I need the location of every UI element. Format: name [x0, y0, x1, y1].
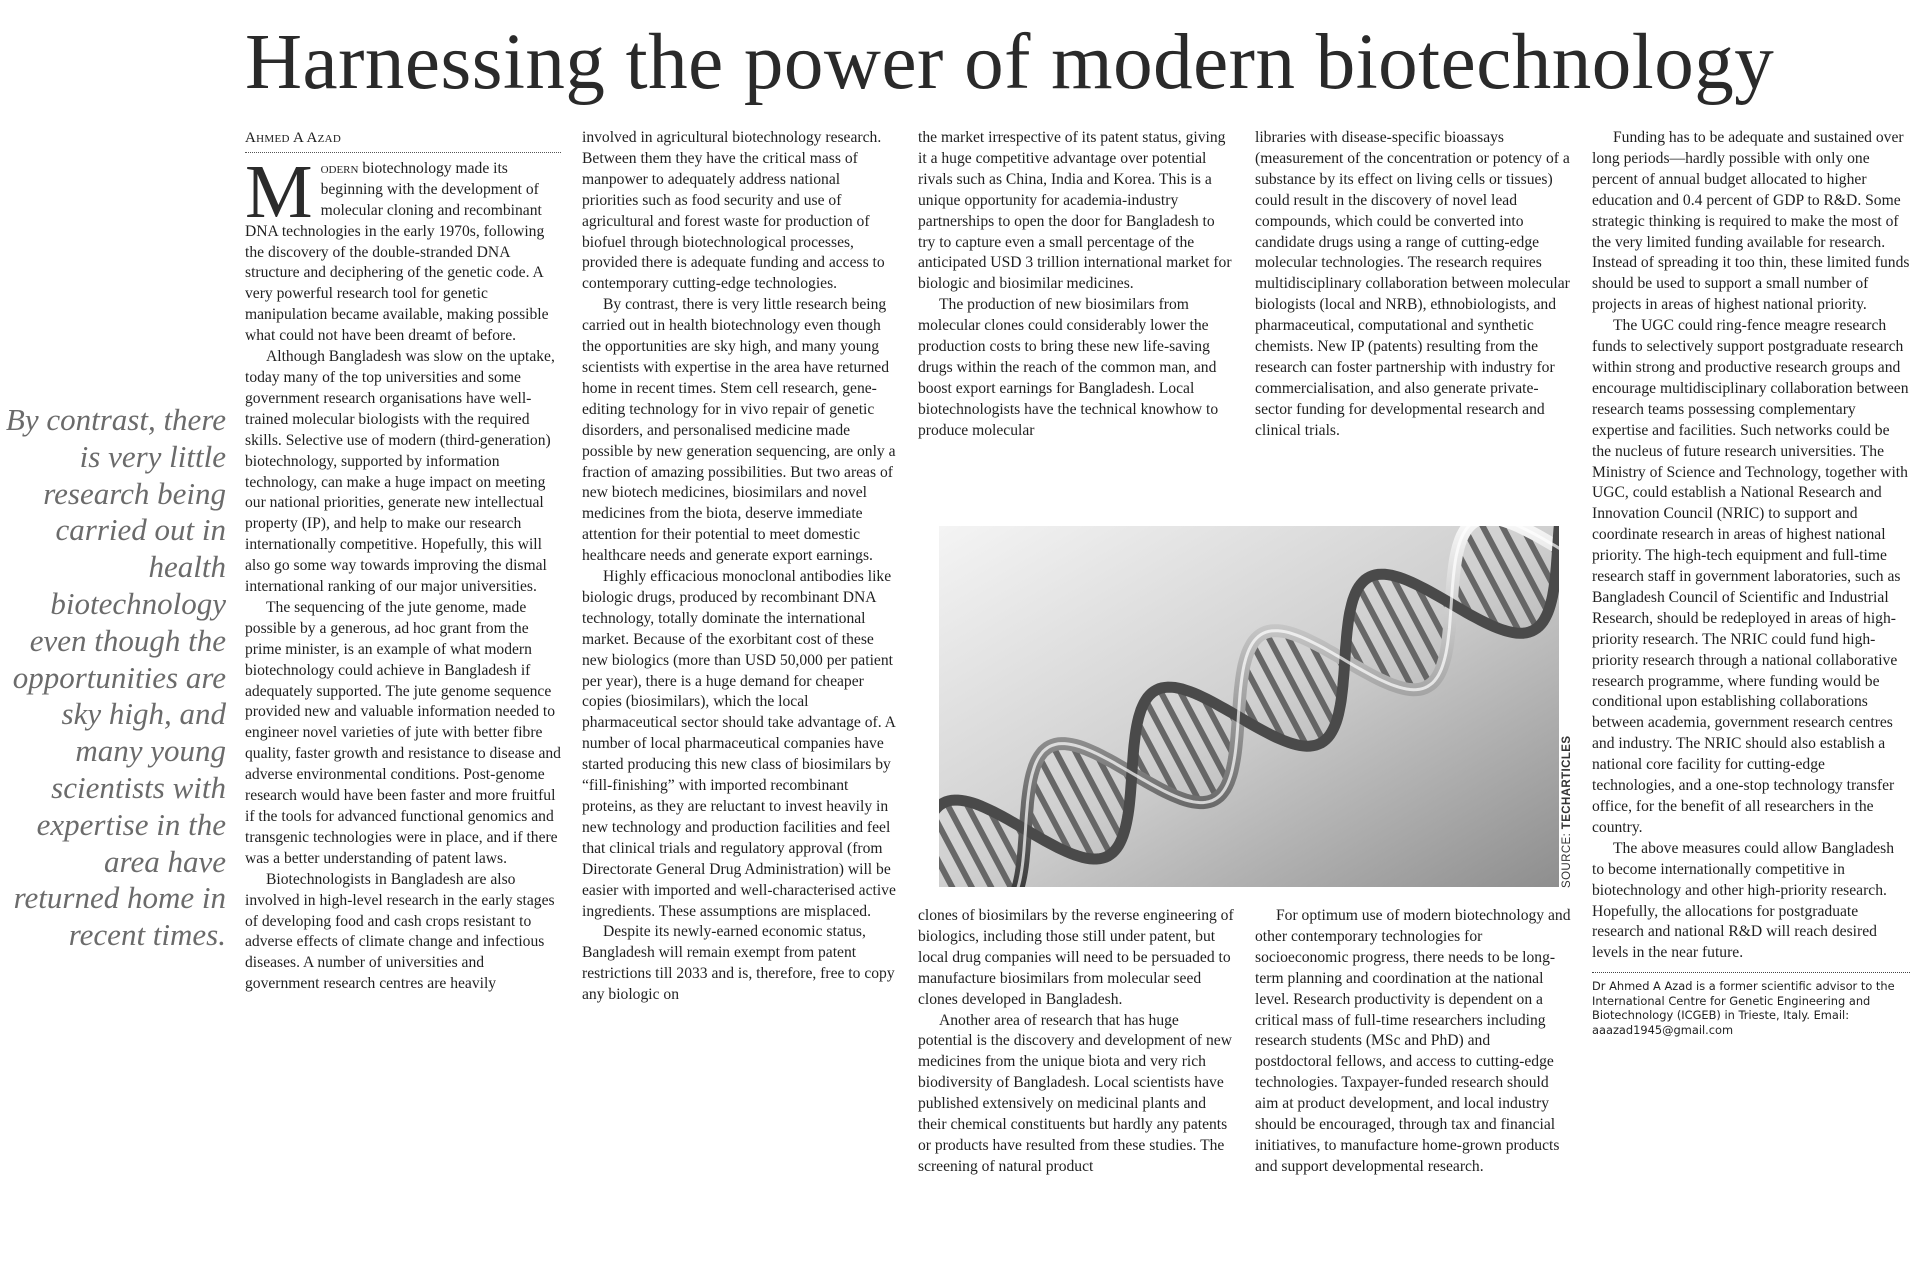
pull-quote: By contrast, there is very little research being carried out in health biotechnology even though the opportunities are sky high, and many young scientists with expertise in the area have returned home in recent times.: [5, 402, 226, 953]
paragraph: Highly efficacious monoclonal antibodies like biologic drugs, produced by recombinant DNA technology, totally dominate the international market. Because of the exorbitant cost of these new biologics (more than USD 50,000 per patient per year), there is a huge demand for cheaper copies (biosimilars), which the local pharmaceutical sector should take advantage of. A number of local pharmaceutical companies have started producing this new class of biosimilars by “fill-finishing” with imported recombinant proteins, as they are reluctant to invest heavily in new technology and production facilities and feel that clinical trials and regulatory approval (from Directorate General Drug Administration) will be easier with imported and well-characterised active ingredients. These assumptions are misplaced.: [582, 568, 896, 920]
column-4-top: [1255, 128, 1571, 513]
image-credit-name: TECHARTICLES: [1561, 735, 1573, 830]
paragraph: Funding has to be adequate and sustained over long periods—hardly possible with only one percent of annual budget allocated to higher education and 0.4 percent of GDP to R&D. Some strategic thinking is required to make the most of the very limited funding available for research. Instead of spreading it too thin, these limited funds should be used to support a small number of projects in areas of highest national priority.: [1592, 129, 1910, 314]
column-3-top: [918, 128, 1234, 513]
paragraph: For optimum use of modern biotechnology and other contemporary technologies for socioeconomic progress, there needs to be long-term planning and coordination at the national level. Research productivity is dependent on a critical mass of full-time researchers including research students (MSc and PhD) and postdoctoral fellows, and access to cutting-edge technologies. Taxpayer-funded research should aim at product development, and local industry should be encouraged, through tax and financial initiatives, to manufacture home-grown products and support developmental research.: [1255, 907, 1571, 1175]
author-bio: Dr Ahmed A Azad is a former scientific advisor to the International Centre for Genetic Engineering and Biotechnology (ICGEB) in Trieste, Italy. Email: aaazad1945@gmail.com: [1592, 979, 1895, 1038]
paragraph: Biotechnologists in Bangladesh are also involved in high-level research in the early stages of developing food and cash crops resistant to adverse effects of climate change and infectious diseases. A number of universities and government research centres are heavily: [245, 870, 555, 993]
paragraph: involved in agricultural biotechnology research. Between them they have the critical mass of manpower to adequately address national priorities such as food security and use of agricultural and forest waste for production of biofuel through biotechnological processes, provided there is adequate funding and access to contemporary cutting-edge technologies.: [582, 129, 885, 293]
paragraph: The sequencing of the jute genome, made possible by a generous, ad hoc grant from the prime minister, is an example of what modern biotechnology could achieve in Bangladesh if adequately supported. The jute genome sequence provided new and valuable information needed to engineer novel varieties of jute with better fibre quality, faster growth and resistance to disease and adverse environmental conditions. Post-genome research would have been faster and more fruitful if the tools for advanced functional genomics and transgenic technologies were in place, and if there was a better understanding of patent laws.: [245, 598, 561, 867]
dna-helix-image: [939, 526, 1559, 887]
paragraph: The UGC could ring-fence meagre research funds to selectively support postgraduate research within strong and productive research groups and encourage multidisciplinary collaboration between research teams possessing complementary expertise and facilities. Such networks could be the nucleus of future research universities. The Ministry of Science and Technology, together with UGC, could establish a National Research and Innovation Council (NRIC) to support and coordinate research in areas of highest national priority. The high-tech equipment and full-time research staff in government laboratories, such as Bangladesh Council of Scientific and Industrial Research, should be redeployed in areas of high-priority research. The NRIC could fund high-priority research through a national collaborative research programme, where funding would be conditional upon establishing collaborations between academia, government research centres and industry. The NRIC should also establish a national core facility for cutting-edge technologies, and a one-stop technology transfer office, for the benefit of all researchers in the country.: [1592, 317, 1909, 836]
lead-text: biotechnology made its beginning with the development of molecular cloning and recombinant DNA technologies in the early 1970s, following the discovery of the double-stranded DNA structure and deciphering of the genetic code. A very powerful research tool for genetic manipulation became available, making possible what could not have been dreamt of before.: [245, 159, 549, 345]
column-5: [1592, 128, 1910, 1283]
image-credit-label: SOURCE:: [1561, 829, 1573, 888]
paragraph: Another area of research that has huge potential is the discovery and development of new medicines from the unique biota and very rich biodiversity of Bangladesh. Local scientists have published extensively on medicinal plants and their chemical constituents but hardly any patents or products have resulted from these studies. The screening of natural product: [918, 1011, 1232, 1175]
drop-cap: M: [245, 149, 313, 234]
paragraph: The above measures could allow Bangladesh to become internationally competitive in biotechnology and other high-priority research. Hopefully, the allocations for postgraduate research and national R&D will reach desired levels in the near future.: [1592, 839, 1895, 962]
paragraph: By contrast, there is very little research being carried out in health biotechnology even though the opportunities are sky high, and many young scientists with expertise in the area have returned home in recent times. Stem cell research, gene-editing technology for in vivo repair of genetic disorders, and personalised medicine made possible by new generation sequencing, are only a fraction of amazing possibilities. But two areas of new biotech medicines, biosimilars and novel medicines from the biota, deserve immediate attention for their potential to meet domestic healthcare needs and generate export earnings.: [582, 296, 896, 565]
paragraph: Despite its newly-earned economic status, Bangladesh will remain exempt from patent restrictions till 2033 and is, therefore, free to copy any biologic on: [582, 923, 895, 1004]
lead-smallcaps: odern: [320, 159, 359, 177]
paragraph: The production of new biosimilars from molecular clones could considerably lower the production costs to bring these new life-saving drugs within the reach of the common man, and boost export earnings for Bangladesh. Local biotechnologists have the technical knowhow to produce molecular: [918, 296, 1219, 439]
column-2: [582, 128, 898, 1278]
bio-divider: [1592, 972, 1910, 973]
paragraph: the market irrespective of its patent status, giving it a huge competitive advantage over potential rivals such as China, India and Korea. This is a unique opportunity for academia-industry partnerships to open the door for Bangladesh to try to capture even a small percentage of the anticipated USD 3 trillion international market for biologic and biosimilar medicines.: [918, 129, 1232, 293]
paragraph: libraries with disease-specific bioassays (measurement of the concentration or potency of a substance by its effect on living cells or tissues) could result in the discovery of novel lead compounds, which could be converted into candidate drugs using a range of cutting-edge molecular technologies. The research requires multidisciplinary collaboration between molecular biologists (local and NRB), ethnobiologists, and pharmaceutical, computational and synthetic chemists. New IP (patents) resulting from the research can foster partnership with industry for commercialisation, and also generate private-sector funding for developmental research and clinical trials.: [1255, 129, 1570, 439]
paragraph: clones of biosimilars by the reverse engineering of biologics, including those still under patent, but local drug companies will need to be persuaded to manufacture biosimilars from molecular seed clones developed in Bangladesh.: [918, 907, 1234, 1008]
column-1: [245, 128, 561, 1278]
column-4-bottom: [1255, 906, 1571, 1276]
headline: Harnessing the power of modern biotechnology: [245, 19, 1775, 106]
byline: Ahmed A Azad: [245, 128, 561, 153]
column-3-bottom: [918, 906, 1234, 1276]
paragraph: Although Bangladesh was slow on the uptake, today many of the top universities and some government research organisations have well-trained molecular biologists with the required skills. Selective use of modern (third-generation) biotechnology, supported by information technology, can make a huge impact on meeting our national priorities, generate new intellectual property (IP), and help to make our research internationally competitive. Hopefully, this will also go some way towards improving the dismal international ranking of our major universities.: [245, 348, 555, 596]
paragraph-lead: [245, 149, 561, 347]
